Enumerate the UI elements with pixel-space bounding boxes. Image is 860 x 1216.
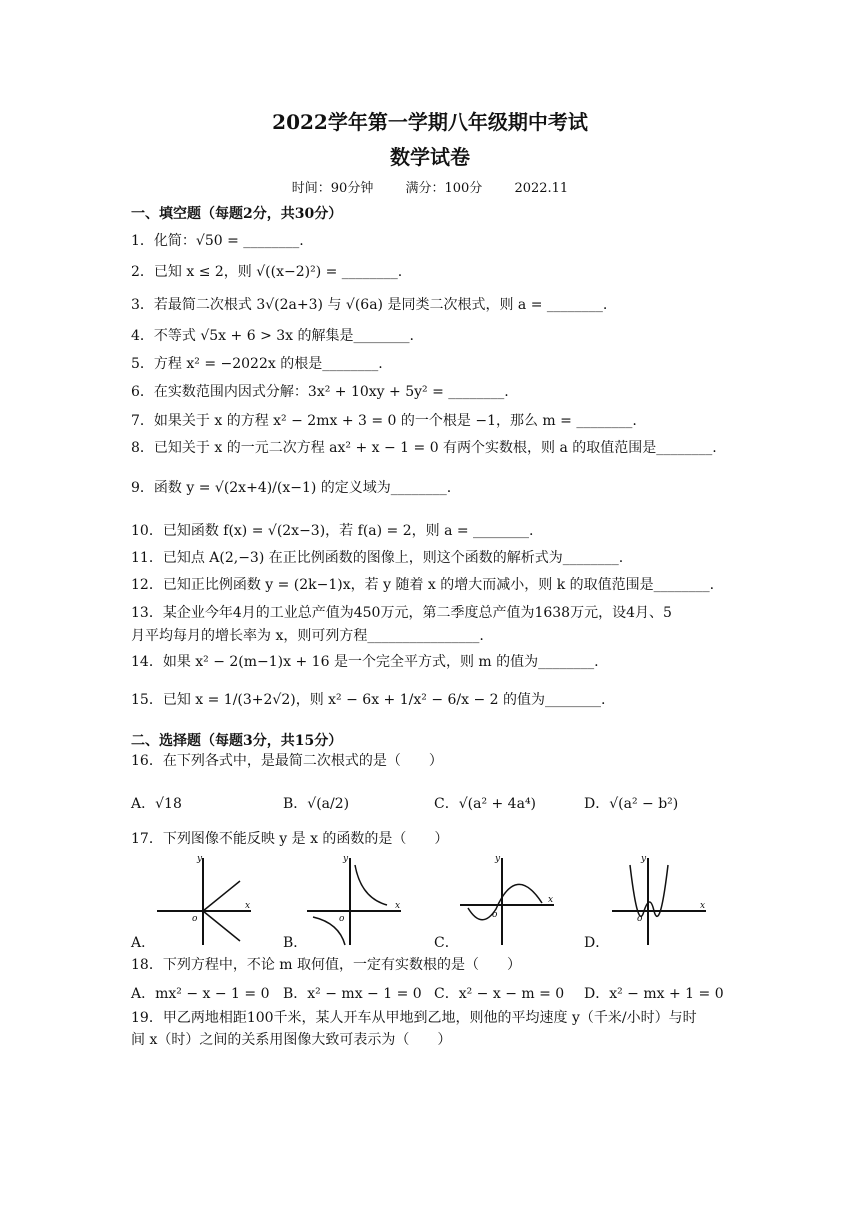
q17-graph-d [610,853,710,948]
q17-option-b: B． [283,935,308,951]
q17-graph-a [155,853,255,948]
question-17: 17．下列图像不能反映 y 是 x 的函数的是（ ） [131,831,449,847]
question-11: 11．已知点 A(2,−3) 在正比例函数的图像上，则这个函数的解析式为________. [131,550,624,566]
q18-option-b: B．x² − mx − 1 = 0 [283,986,422,1002]
question-14: 14．如果 x² − 2(m−1)x + 16 是一个完全平方式，则 m 的值为________. [131,654,599,670]
section-1-heading: 一、填空题（每题2分，共30分） [131,206,343,222]
q18-option-d: D．x² − mx + 1 = 0 [584,986,724,1002]
question-16: 16．在下列各式中，是最简二次根式的是（ ） [131,753,443,769]
question-7: 7．如果关于 x 的方程 x² − 2mx + 3 = 0 的一个根是 −1，那么 m = ________. [131,413,637,429]
q16-option-b: B．√(a/2) [283,796,350,812]
exam-subtitle: 数学试卷 [390,145,470,169]
svg-text:o: o [492,910,498,920]
question-4: 4．不等式 √5x + 6 > 3x 的解集是________. [131,328,414,344]
exam-score: 满分：100分 [405,181,483,196]
question-19-line-1: 19．甲乙两地相距100千米，某人开车从甲地到乙地，则他的平均速度 y（千米/小时）与时 [131,1010,697,1026]
question-13-line-2: 月平均每月的增长率为 x，则可列方程________________. [131,628,484,644]
q17-option-d: D． [584,935,610,951]
svg-text:o: o [192,914,198,924]
svg-text:y: y [495,854,501,864]
exam-time: 时间：90分钟 [291,181,374,196]
q16-option-a: A．√18 [131,796,182,812]
question-2: 2．已知 x ≤ 2，则 √((x−2)²) = ________. [131,264,403,280]
q18-option-a: A．mx² − x − 1 = 0 [131,986,270,1002]
q17-graph-b [305,853,405,948]
svg-text:y: y [197,854,203,864]
section-2-heading: 二、选择题（每题3分，共15分） [131,733,343,749]
question-12: 12．已知正比例函数 y = (2k−1)x，若 y 随着 x 的增大而减小，则 k 的取值范围是________. [131,577,715,593]
question-18: 18．下列方程中，不论 m 取何值，一定有实数根的是（ ） [131,957,521,973]
svg-text:o: o [339,914,345,924]
q17-graph-c [458,853,558,948]
q18-option-c: C．x² − x − m = 0 [434,986,565,1002]
svg-text:o: o [637,914,643,924]
svg-text:x: x [700,901,706,911]
question-6: 6．在实数范围内因式分解：3x² + 10xy + 5y² = ________. [131,384,509,400]
exam-meta [0,177,860,196]
q17-option-c: C． [434,935,459,951]
question-15: 15．已知 x = 1/(3+2√2)，则 x² − 6x + 1/x² − 6/x − 2 的值为________. [131,692,606,708]
question-19-line-2: 间 x（时）之间的关系用图像大致可表示为（ ） [131,1032,452,1048]
svg-text:y: y [641,854,647,864]
question-1: 1．化简：√50 = ________. [131,233,304,249]
question-13-line-1: 13．某企业今年4月的工业总产值为450万元，第二季度总产值为1638万元，设4月、5 [131,605,672,621]
svg-text:x: x [245,901,251,911]
svg-text:x: x [395,901,401,911]
question-9: 9．函数 y = √(2x+4)/(x−1) 的定义域为________. [131,480,452,496]
q17-option-a: A． [131,935,156,951]
question-3: 3．若最简二次根式 3√(2a+3) 与 √(6a) 是同类二次根式，则 a = ________. [131,297,608,313]
q16-option-d: D．√(a² − b²) [584,796,679,812]
exam-date: 2022.11 [514,181,569,196]
q16-option-c: C．√(a² + 4a⁴) [434,796,537,812]
exam-title: 2022学年第一学期八年级期中考试 [272,110,588,134]
svg-text:y: y [343,854,349,864]
svg-text:x: x [548,895,554,905]
question-5: 5．方程 x² = −2022x 的根是________. [131,356,383,372]
question-10: 10．已知函数 f(x) = √(2x−3)，若 f(a) = 2，则 a = ________. [131,523,534,539]
question-8: 8．已知关于 x 的一元二次方程 ax² + x − 1 = 0 有两个实数根，则 a 的取值范围是________. [131,440,717,456]
